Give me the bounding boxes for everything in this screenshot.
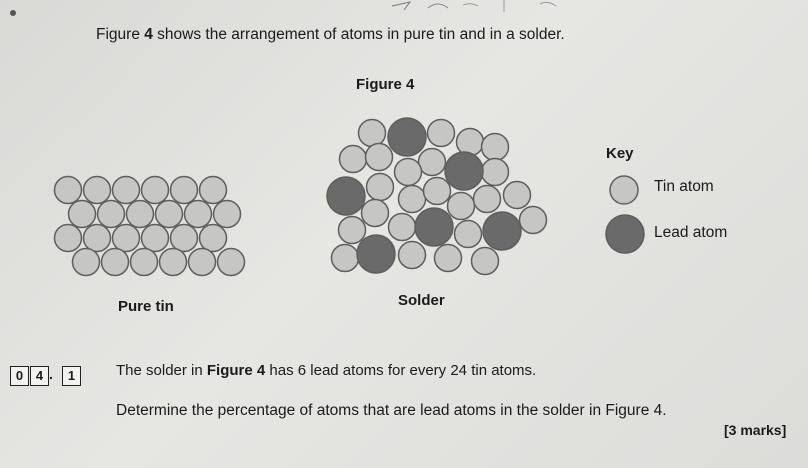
tin-atom	[482, 134, 509, 161]
intro-text: Figure 4 shows the arrangement of atoms in pure tin and in a solder.	[96, 26, 565, 43]
question-statement: The solder in Figure 4 has 6 lead atoms for every 24 tin atoms.	[116, 362, 537, 379]
lead-atom	[445, 152, 483, 190]
tin-atom	[389, 214, 416, 241]
tin-atom	[424, 178, 451, 205]
key-lead-label: Lead atom	[654, 224, 728, 241]
tin-atom	[457, 129, 484, 156]
solder-label: Solder	[398, 292, 445, 309]
question-number-box-2: 4	[30, 366, 49, 386]
key-tin-atom-icon	[608, 174, 640, 206]
tin-atom	[448, 193, 475, 220]
question-number-box-3: 1	[62, 366, 81, 386]
tin-atom	[419, 149, 446, 176]
tin-atom	[399, 242, 426, 269]
tin-atom	[359, 120, 386, 147]
tin-atom	[332, 245, 359, 272]
figure-title: Figure 4	[356, 76, 415, 93]
tin-atom	[520, 207, 547, 234]
marks-label: [3 marks]	[724, 422, 787, 438]
key-title: Key	[606, 145, 634, 162]
question-number-separator: .	[49, 366, 53, 382]
tin-atom	[366, 144, 393, 171]
tin-atom	[504, 182, 531, 209]
question-ask: Determine the percentage of atoms that are lead atoms in the solder in Figure 4.	[116, 402, 667, 419]
key-lead-atom-icon	[604, 213, 646, 255]
lead-atom	[415, 208, 453, 246]
lead-atom	[357, 235, 395, 273]
tin-atom	[482, 159, 509, 186]
tin-atom	[362, 200, 389, 227]
tin-atom	[399, 186, 426, 213]
tin-atom	[455, 221, 482, 248]
question-number-box-1: 0	[10, 366, 29, 386]
tin-atom	[435, 245, 462, 272]
tin-atom	[367, 174, 394, 201]
tin-atom	[428, 120, 455, 147]
pure-tin-label: Pure tin	[118, 298, 174, 315]
lead-atom	[483, 212, 521, 250]
tin-atom	[339, 217, 366, 244]
tin-atom	[472, 248, 499, 275]
lead-atom	[327, 177, 365, 215]
lead-atom	[388, 118, 426, 156]
tin-atom	[395, 159, 422, 186]
tin-atom	[474, 186, 501, 213]
tin-atom	[340, 146, 367, 173]
key-tin-label: Tin atom	[654, 178, 714, 195]
